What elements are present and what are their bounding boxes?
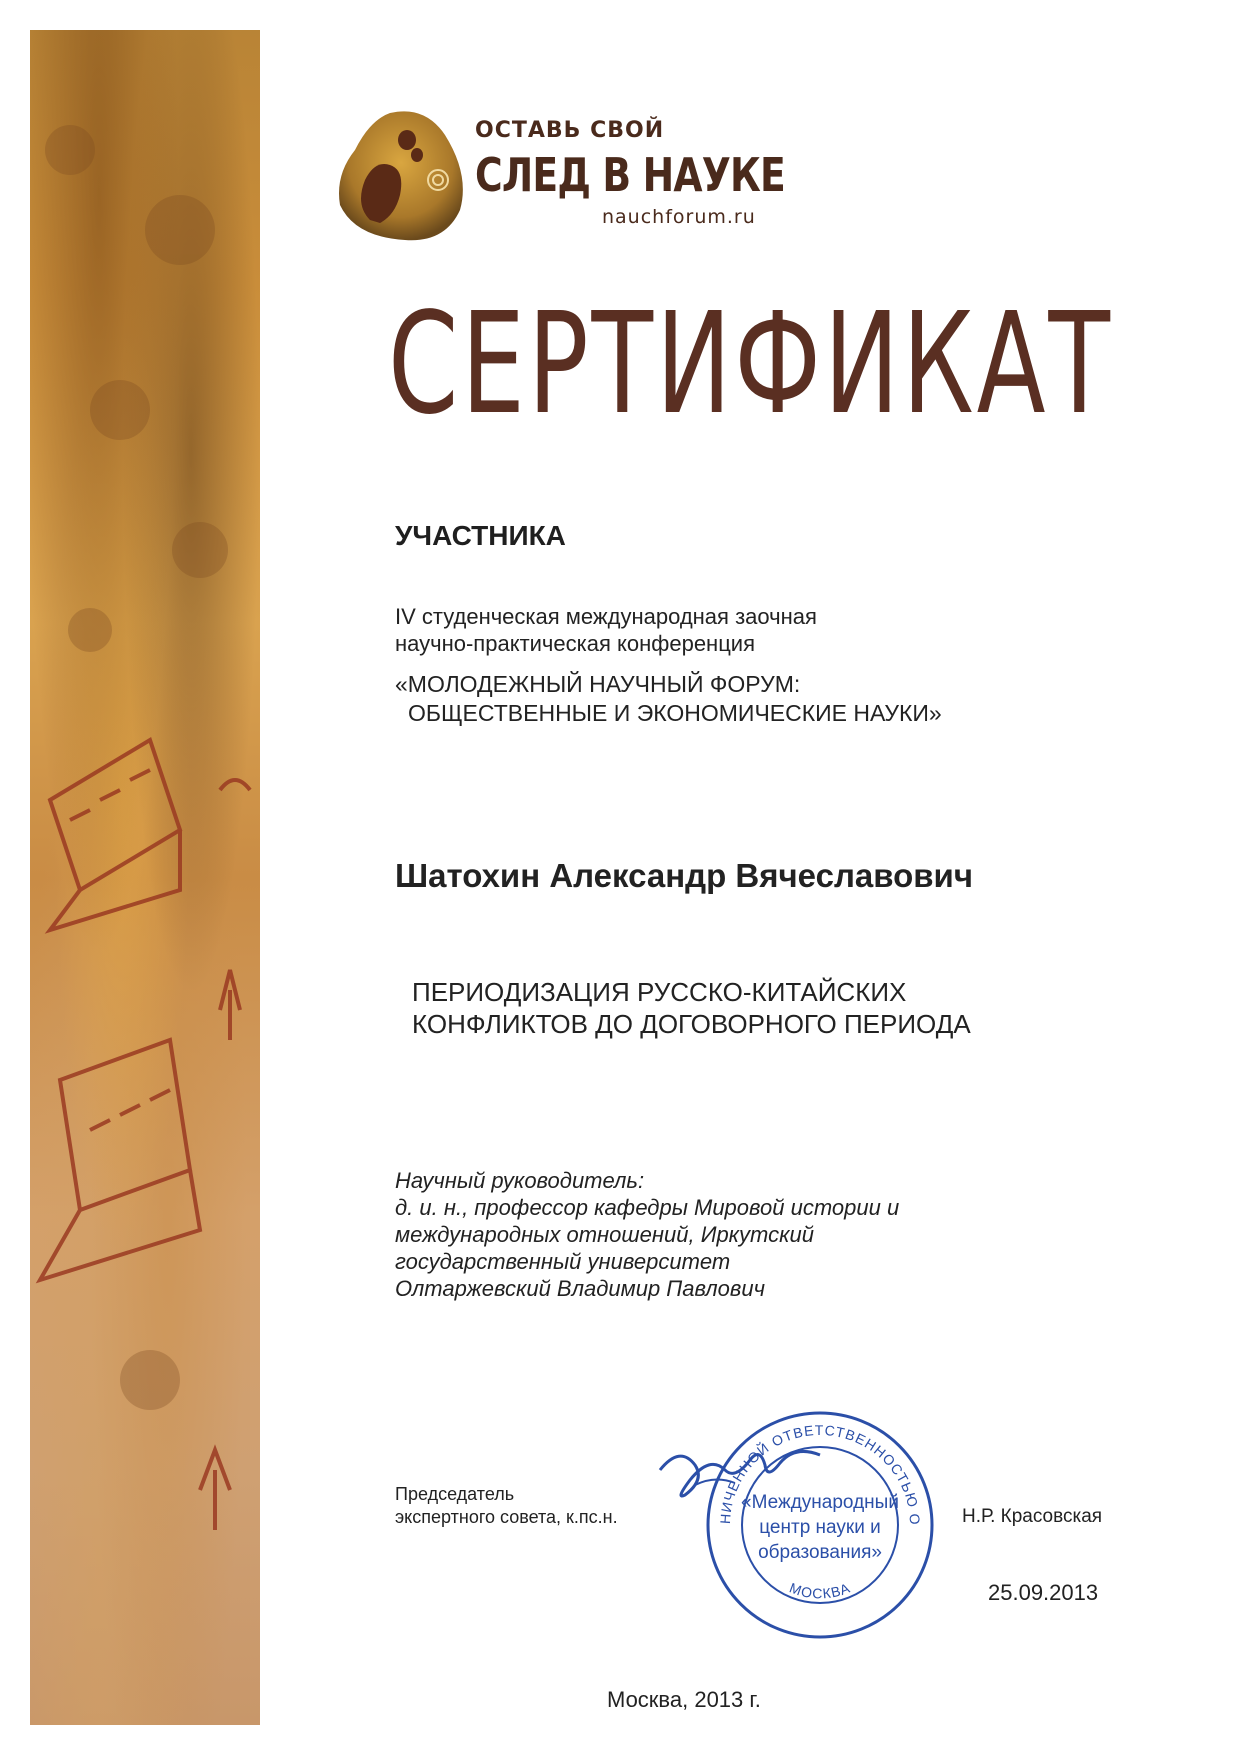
advisor-line1: Научный руководитель: — [395, 1168, 645, 1193]
certificate-subtitle: УЧАСТНИКА — [395, 520, 566, 551]
stamp-line2: центр науки и — [759, 1517, 881, 1538]
issue-date: 25.09.2013 — [988, 1580, 1099, 1605]
handwritten-signature-icon — [655, 1425, 825, 1515]
chair-role-line2: экспертного совета, к.пс.н. — [395, 1507, 618, 1527]
stamp-line3: образования» — [758, 1542, 882, 1563]
forum-logo — [335, 100, 795, 250]
footprint-stone-icon — [335, 105, 470, 245]
conference-name — [395, 670, 942, 728]
stamp-ring-text: НИЧЕННОЙ ОТВЕТСТВЕННОСТЬЮ О — [716, 1421, 924, 1526]
certificate-title: СЕРТИФИКАТ — [388, 283, 1113, 446]
conference-name-line2: ОБЩЕСТВЕННЫЕ И ЭКОНОМИЧЕСКИЕ НАУКИ» — [408, 700, 942, 726]
paper-topic — [412, 976, 971, 1040]
svg-text:МОСКВА — [787, 1579, 852, 1601]
logo-url: nauchforum.ru — [602, 206, 756, 228]
chair-role-line1: Председатель — [395, 1484, 515, 1504]
stamp-ring-bottom: МОСКВА — [787, 1579, 853, 1602]
stamp-line1: «Международный — [741, 1492, 899, 1513]
decorative-strip — [30, 30, 260, 1725]
signer-name: Н.Р. Красовская — [962, 1506, 1103, 1527]
city-year: Москва, 2013 г. — [607, 1687, 761, 1712]
topic-line2: КОНФЛИКТОВ ДО ДОГОВОРНОГО ПЕРИОДА — [412, 1009, 971, 1039]
conference-name-line1: «МОЛОДЕЖНЫЙ НАУЧНЫЙ ФОРУМ: — [395, 671, 801, 697]
chair-role — [395, 1483, 618, 1529]
participant-name: Шатохин Александр Вячеславович — [395, 857, 973, 894]
conference-line1: IV студенческая международная заочная — [395, 604, 817, 629]
advisor-line2: д. и. н., профессор кафедры Мировой истории и — [395, 1195, 900, 1220]
conference-line2: научно-практическая конференция — [395, 631, 756, 656]
conference-description — [395, 603, 817, 657]
logo-line1: ОСТАВЬ СВОЙ — [475, 118, 665, 143]
advisor-line4: государственный университет — [395, 1249, 731, 1274]
scientific-advisor — [395, 1167, 899, 1302]
advisor-line3: международных отношений, Иркутский — [395, 1222, 814, 1247]
topic-line1: ПЕРИОДИЗАЦИЯ РУССКО-КИТАЙСКИХ — [412, 977, 907, 1007]
advisor-line5: Олтаржевский Владимир Павлович — [395, 1276, 765, 1301]
rock-art-icon — [30, 30, 260, 1725]
logo-line2: СЛЕД В НАУКЕ — [475, 148, 785, 202]
